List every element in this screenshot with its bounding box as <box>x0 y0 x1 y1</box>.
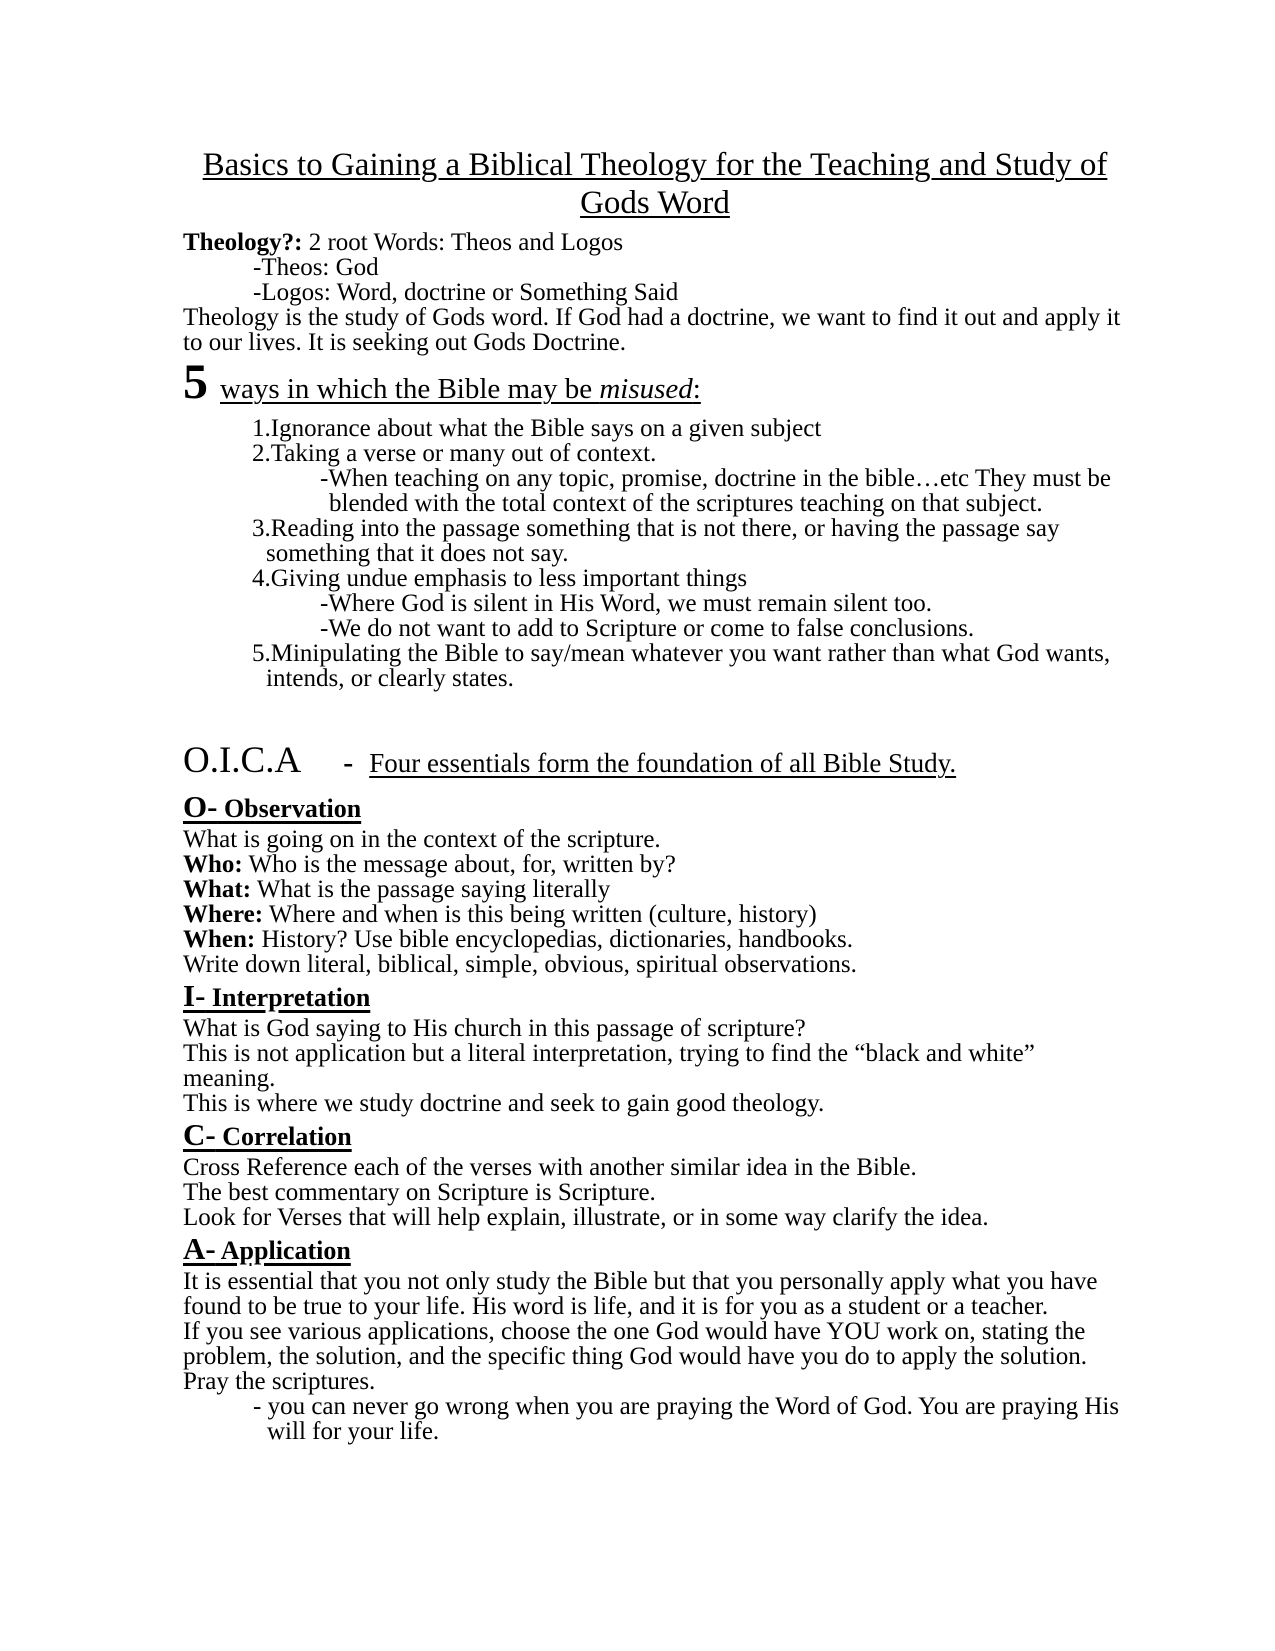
misuse-item-2: 2.Taking a verse or many out of context. <box>252 440 657 467</box>
misuse-item-1: 1.Ignorance about what the Bible says on a given subject <box>252 415 822 442</box>
text-line: Cross Reference each of the verses with another similar idea in the Bible. <box>183 1154 917 1181</box>
text-line: Who: Who is the message about, for, written by? <box>183 851 676 878</box>
theology-root-theos: -Theos: God <box>253 254 379 281</box>
text-line: What is God saying to His church in this passage of scripture? <box>183 1015 806 1042</box>
text-line: This is not application but a literal interpretation, trying to find the “black and white” meaning. <box>183 1040 1035 1092</box>
interpretation-letter: I- <box>183 978 206 1013</box>
correlation-title: Correlation <box>215 1122 352 1151</box>
misuse-item-4-sub-1: -Where God is silent in His Word, we must remain silent too. <box>320 590 933 617</box>
application-title: Application <box>215 1236 351 1265</box>
misuse-heading-emphasis: misused <box>599 373 693 405</box>
text-line: When: History? Use bible encyclopedias, dictionaries, handbooks. <box>183 926 854 953</box>
misuse-item-4-sub-2: -We do not want to add to Scripture or come to false conclusions. <box>320 615 975 642</box>
document-title <box>183 146 1127 222</box>
observation-heading <box>183 790 1127 827</box>
misuse-item-5: 5.Minipulating the Bible to say/mean whatever you want rather than what God wants, intends, or clearly states. <box>252 640 1111 692</box>
misuse-heading-text: ways in which the Bible may be <box>220 373 600 405</box>
observation-letter: O- <box>183 789 218 824</box>
interpretation-heading <box>183 979 1127 1016</box>
who-label: Who: <box>183 851 243 878</box>
text-line: Where: Where and when is this being written (culture, history) <box>183 901 817 928</box>
misuse-number: 5 <box>183 353 208 409</box>
text-line: Look for Verses that will help explain, illustrate, or in some way clarify the idea. <box>183 1204 989 1231</box>
text-line: If you see various applications, choose the one God would have YOU work on, stating the problem, the solution, and the specific thing God would have you do to apply the solution. <box>183 1318 1088 1370</box>
application-body <box>183 1269 1127 1444</box>
correlation-letter: C- <box>183 1117 216 1152</box>
correlation-body <box>183 1155 1127 1230</box>
misuse-list <box>252 416 1127 691</box>
when-label: When: <box>183 926 256 953</box>
correlation-heading <box>183 1118 1127 1155</box>
misuse-item-3: 3.Reading into the passage something that is not there, or having the passage say something that it does not say. <box>252 515 1060 567</box>
misuse-heading-punctuation: : <box>692 373 701 405</box>
text-line: It is essential that you not only study the Bible but that you personally apply what you have found to be true to your life. His word is life, and it is for you as a student or a teacher. <box>183 1268 1098 1320</box>
theology-paragraph: Theology is the study of Gods word. If God had a doctrine, we want to find it out and apply it to our lives. It is seeking out Gods Doctrine. <box>183 304 1121 356</box>
observation-body <box>183 827 1127 977</box>
text-line: What is going on in the context of the scripture. <box>183 826 661 853</box>
oica-heading <box>183 738 1127 788</box>
oica-dash: - <box>343 746 354 779</box>
theology-root-logos: -Logos: Word, doctrine or Something Said <box>253 279 679 306</box>
theology-definition-block <box>183 230 1127 355</box>
application-heading <box>183 1232 1127 1269</box>
misuse-section-heading <box>183 353 1127 416</box>
text-line: This is where we study doctrine and seek to gain good theology. <box>183 1090 825 1117</box>
text-line: The best commentary on Scripture is Scripture. <box>183 1179 656 1206</box>
application-letter: A- <box>183 1231 216 1266</box>
what-label: What: <box>183 876 252 903</box>
misuse-item-4: 4.Giving undue emphasis to less important things <box>252 565 748 592</box>
application-bullet: - you can never go wrong when you are praying the Word of God. You are praying His will for your life. <box>253 1393 1120 1445</box>
theology-label: Theology?: <box>183 229 303 256</box>
where-label: Where: <box>183 901 264 928</box>
oica-subtitle: Four essentials form the foundation of all Bible Study. <box>369 748 957 778</box>
theology-intro-text: 2 root Words: Theos and Logos <box>302 229 624 256</box>
interpretation-body <box>183 1016 1127 1116</box>
observation-title: Observation <box>217 794 362 823</box>
text-line: Write down literal, biblical, simple, obvious, spiritual observations. <box>183 951 857 978</box>
document-title-line-2: Gods Word <box>580 185 730 221</box>
text-line: Pray the scriptures. <box>183 1368 376 1395</box>
interpretation-title: Interpretation <box>205 983 371 1012</box>
theology-definition-line <box>183 230 1127 255</box>
misuse-item-2-sub-1: -When teaching on any topic, promise, doctrine in the bible…etc They must be blended with the total context of the scriptures teaching on that subject. <box>320 465 1111 517</box>
oica-acronym: O.I.C.A <box>183 740 302 781</box>
text-line: What: What is the passage saying literally <box>183 876 611 903</box>
document-title-line-1: Basics to Gaining a Biblical Theology for the Teaching and Study of <box>202 147 1108 183</box>
